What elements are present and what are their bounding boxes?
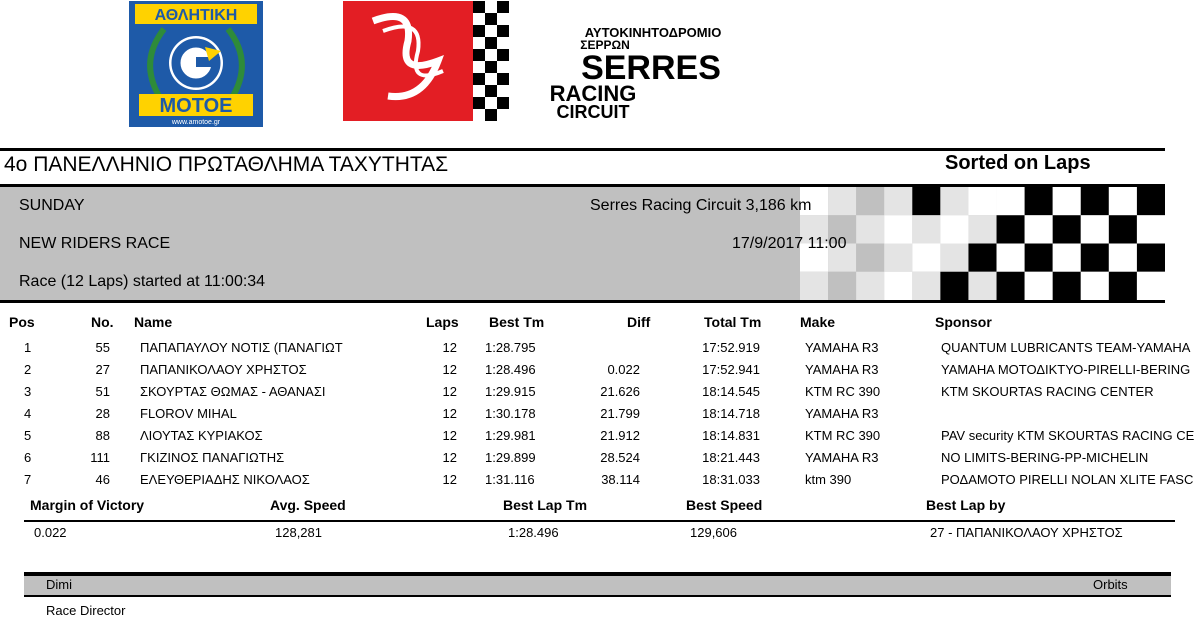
cell-no: 51 bbox=[95, 384, 110, 399]
col-header-no: No. bbox=[91, 314, 114, 330]
cell-name: ΣΚΟΥΡΤΑΣ ΘΩΜΑΣ - ΑΘΑΝΑΣΙ bbox=[140, 384, 326, 399]
logo-text-bottom: MOTOE bbox=[159, 95, 233, 117]
checker-square bbox=[856, 244, 884, 272]
logo-checker-square bbox=[485, 13, 497, 25]
logo-greek-line1: ΑΥΤΟΚΙΝΗΤΟΔΡΟΜΙΟ bbox=[584, 25, 722, 40]
logo-checker-square bbox=[473, 97, 485, 109]
cell-laps: 12 bbox=[442, 428, 457, 443]
cell-total: 18:21.443 bbox=[702, 450, 760, 465]
checker-square bbox=[912, 215, 940, 243]
footer-system: Orbits bbox=[1093, 577, 1128, 592]
cell-name: ΕΛΕΥΘΕΡΙΑΔΗΣ ΝΙΚΟΛΑΟΣ bbox=[140, 472, 310, 487]
col-header-laps: Laps bbox=[426, 314, 459, 330]
checker-square bbox=[1053, 244, 1081, 272]
best-speed-label: Best Speed bbox=[686, 497, 763, 513]
cell-make: KTM RC 390 bbox=[805, 428, 881, 443]
best-lap-time-label: Best Lap Tm bbox=[503, 497, 588, 513]
cell-laps: 12 bbox=[442, 406, 457, 421]
cell-no: 88 bbox=[95, 428, 110, 443]
cell-diff: 28.524 bbox=[600, 450, 640, 465]
band-rule bbox=[0, 300, 1165, 303]
race-name: NEW RIDERS RACE bbox=[19, 235, 171, 252]
logo-checker-square bbox=[473, 1, 485, 13]
checker-square bbox=[1109, 272, 1137, 300]
cell-make: YAMAHA R3 bbox=[805, 340, 879, 355]
table-row bbox=[0, 470, 1200, 492]
cell-diff: 38.114 bbox=[601, 472, 640, 487]
cell-sponsor: PAV security KTM SKOURTAS RACING CE bbox=[941, 428, 1195, 443]
cell-sponsor: YAMAHA ΜΟΤΟΔΙΚΤΥΟ-PIRELLI-BERING bbox=[941, 362, 1191, 377]
cell-make: KTM RC 390 bbox=[805, 384, 881, 399]
summary-rule bbox=[24, 520, 1175, 522]
logo-checker-square bbox=[485, 109, 497, 121]
cell-pos: 1 bbox=[24, 340, 32, 355]
cell-make: ktm 390 bbox=[805, 472, 852, 487]
checker-square bbox=[968, 187, 996, 215]
cell-name: ΠΑΠΑΠΑΥΛΟΥ ΝΟΤΙΣ (ΠΑΝΑΓΙΩΤ bbox=[140, 340, 343, 355]
cell-pos: 7 bbox=[24, 472, 32, 487]
checker-square bbox=[828, 272, 856, 300]
cell-best: 1:29.981 bbox=[485, 428, 536, 443]
checkered-flag-graphic bbox=[800, 187, 1165, 300]
checker-square bbox=[856, 272, 884, 300]
logo-checker-square bbox=[485, 37, 497, 49]
logo-checker-square bbox=[473, 25, 485, 37]
checker-square bbox=[912, 244, 940, 272]
checker-square bbox=[997, 215, 1025, 243]
cell-best: 1:28.496 bbox=[485, 362, 536, 377]
checker-square bbox=[940, 272, 968, 300]
checker-square bbox=[884, 272, 912, 300]
col-header-total: Total Tm bbox=[704, 314, 762, 330]
checker-square bbox=[968, 215, 996, 243]
cell-make: YAMAHA R3 bbox=[805, 450, 879, 465]
checker-square bbox=[1081, 215, 1109, 243]
logo-serres: SERRES bbox=[581, 49, 721, 87]
checker-square bbox=[1081, 187, 1109, 215]
cell-make: YAMAHA R3 bbox=[805, 362, 879, 377]
table-row bbox=[0, 404, 1200, 426]
checker-square bbox=[1053, 272, 1081, 300]
amotoe-logo bbox=[129, 1, 263, 127]
cell-no: 55 bbox=[95, 340, 110, 355]
best-lap-by-label: Best Lap by bbox=[926, 497, 1006, 513]
cell-best: 1:30.178 bbox=[485, 406, 536, 421]
margin-label: Margin of Victory bbox=[30, 497, 145, 513]
cell-diff: 21.626 bbox=[600, 384, 640, 399]
cell-total: 17:52.919 bbox=[702, 340, 760, 355]
best-lap-time-value: 1:28.496 bbox=[508, 525, 559, 540]
checker-square bbox=[1109, 187, 1137, 215]
checker-square bbox=[940, 215, 968, 243]
checker-square bbox=[1025, 187, 1053, 215]
results-table bbox=[0, 338, 1200, 492]
checker-square bbox=[1137, 215, 1165, 243]
logo-url: www.amotoe.gr bbox=[171, 119, 221, 126]
col-header-best: Best Tm bbox=[489, 314, 545, 330]
cell-total: 18:14.831 bbox=[702, 428, 760, 443]
checker-square bbox=[884, 244, 912, 272]
avg-speed-value: 128,281 bbox=[275, 525, 322, 540]
checker-square bbox=[1109, 244, 1137, 272]
race-director-label: Race Director bbox=[46, 603, 126, 618]
checker-square bbox=[828, 187, 856, 215]
championship-title: 4ο ΠΑΝΕΛΛΗΝΙΟ ΠΡΩΤΑΘΛΗΜΑ ΤΑΧΥΤΗΤΑΣ bbox=[4, 153, 449, 176]
cell-laps: 12 bbox=[442, 340, 457, 355]
table-row bbox=[0, 448, 1200, 470]
logo-racing: RACING bbox=[549, 81, 637, 106]
cell-total: 17:52.941 bbox=[702, 362, 760, 377]
cell-total: 18:14.718 bbox=[702, 406, 760, 421]
checker-square bbox=[1081, 272, 1109, 300]
checker-square bbox=[1137, 187, 1165, 215]
checker-square bbox=[997, 244, 1025, 272]
cell-best: 1:29.915 bbox=[485, 384, 536, 399]
col-header-name: Name bbox=[134, 314, 173, 330]
cell-diff: 0.022 bbox=[607, 362, 640, 377]
cell-name: ΛΙΟΥΤΑΣ ΚΥΡΙΑΚΟΣ bbox=[140, 428, 263, 443]
checker-square bbox=[884, 215, 912, 243]
cell-diff: 21.799 bbox=[600, 406, 640, 421]
checker-square bbox=[1025, 215, 1053, 243]
cell-best: 1:31.116 bbox=[485, 472, 535, 487]
checker-square bbox=[1109, 215, 1137, 243]
cell-laps: 12 bbox=[442, 472, 457, 487]
cell-best: 1:28.795 bbox=[485, 340, 536, 355]
cell-pos: 2 bbox=[24, 362, 32, 377]
sort-label: Sorted on Laps bbox=[945, 152, 1091, 174]
cell-total: 18:14.545 bbox=[702, 384, 760, 399]
top-rule bbox=[0, 148, 1165, 151]
logo-checker-square bbox=[497, 49, 509, 61]
checker-square bbox=[940, 187, 968, 215]
logo-checker-square bbox=[473, 73, 485, 85]
best-lap-by-value: 27 - ΠΑΠΑΝΙΚΟΛΑΟΥ ΧΡΗΣΤΟΣ bbox=[930, 525, 1123, 540]
checker-square bbox=[997, 272, 1025, 300]
logo-checker-square bbox=[497, 25, 509, 37]
checker-square bbox=[912, 272, 940, 300]
checker-square bbox=[968, 272, 996, 300]
cell-pos: 3 bbox=[24, 384, 32, 399]
race-day: SUNDAY bbox=[19, 197, 85, 214]
cell-diff: 21.912 bbox=[600, 428, 640, 443]
logo-text-top: ΑΘΛΗΤΙΚΗ bbox=[154, 7, 238, 24]
col-header-make: Make bbox=[800, 314, 836, 330]
table-row bbox=[0, 338, 1200, 360]
table-row bbox=[0, 382, 1200, 404]
checker-square bbox=[1081, 244, 1109, 272]
cell-laps: 12 bbox=[442, 384, 457, 399]
cell-laps: 12 bbox=[442, 450, 457, 465]
logo-checker-square bbox=[497, 73, 509, 85]
cell-no: 28 bbox=[95, 406, 110, 421]
logo-greek-line2: ΣΕΡΡΩΝ bbox=[580, 38, 630, 52]
checker-square bbox=[1025, 272, 1053, 300]
cell-name: FLOROV MIHAL bbox=[140, 406, 237, 421]
best-speed-value: 129,606 bbox=[690, 525, 737, 540]
checker-square bbox=[856, 187, 884, 215]
logo-circuit: CIRCUIT bbox=[556, 102, 630, 121]
table-row bbox=[0, 360, 1200, 382]
cell-no: 46 bbox=[95, 472, 110, 487]
col-header-pos: Pos bbox=[9, 314, 35, 330]
checker-square bbox=[912, 187, 940, 215]
checker-square bbox=[1137, 244, 1165, 272]
margin-value: 0.022 bbox=[34, 525, 67, 540]
cell-pos: 5 bbox=[24, 428, 32, 443]
circuit-name: Serres Racing Circuit 3,186 km bbox=[590, 197, 812, 214]
logo-checker-square bbox=[497, 97, 509, 109]
logo-checker-square bbox=[485, 85, 497, 97]
checker-square bbox=[1053, 215, 1081, 243]
cell-best: 1:29.899 bbox=[485, 450, 536, 465]
logo-checker-square bbox=[473, 49, 485, 61]
cell-no: 27 bbox=[95, 362, 110, 377]
cell-sponsor: ΡΟΔΑΜΟΤΟ PIRELLI NOLAN XLITE FASC bbox=[941, 472, 1194, 487]
checker-square bbox=[884, 187, 912, 215]
checker-square bbox=[800, 272, 828, 300]
table-row bbox=[0, 426, 1200, 448]
checker-square bbox=[856, 215, 884, 243]
col-header-sponsor: Sponsor bbox=[935, 314, 992, 330]
logo-checker-square bbox=[497, 1, 509, 13]
race-start: Race (12 Laps) started at 11:00:34 bbox=[19, 273, 266, 290]
cell-pos: 4 bbox=[24, 406, 32, 421]
footer-operator: Dimi bbox=[46, 577, 72, 592]
logo-checker-square bbox=[485, 61, 497, 73]
checker-square bbox=[1053, 187, 1081, 215]
cell-make: YAMAHA R3 bbox=[805, 406, 879, 421]
checker-square bbox=[997, 187, 1025, 215]
serres-circuit-logo bbox=[343, 1, 787, 121]
cell-sponsor: NO LIMITS-BERING-PP-MICHELIN bbox=[941, 450, 1149, 465]
cell-sponsor: KTM SKOURTAS RACING CENTER bbox=[941, 384, 1154, 399]
cell-name: ΓΚΙΖΙΝΟΣ ΠΑΝΑΓΙΩΤΗΣ bbox=[140, 450, 285, 465]
cell-no: 111 bbox=[90, 450, 110, 465]
checker-square bbox=[1137, 272, 1165, 300]
cell-laps: 12 bbox=[442, 362, 457, 377]
checker-square bbox=[1025, 244, 1053, 272]
footer-bar bbox=[24, 572, 1171, 597]
cell-sponsor: QUANTUM LUBRICANTS TEAM-YAMAHA bbox=[941, 340, 1191, 355]
avg-speed-label: Avg. Speed bbox=[270, 497, 346, 513]
race-datetime: 17/9/2017 11:00 bbox=[732, 235, 847, 252]
cell-total: 18:31.033 bbox=[702, 472, 760, 487]
col-header-diff: Diff bbox=[627, 314, 651, 330]
cell-pos: 6 bbox=[24, 450, 32, 465]
checker-square bbox=[940, 244, 968, 272]
checker-square bbox=[968, 244, 996, 272]
cell-name: ΠΑΠΑΝΙΚΟΛΑΟΥ ΧΡΗΣΤΟΣ bbox=[140, 362, 307, 377]
